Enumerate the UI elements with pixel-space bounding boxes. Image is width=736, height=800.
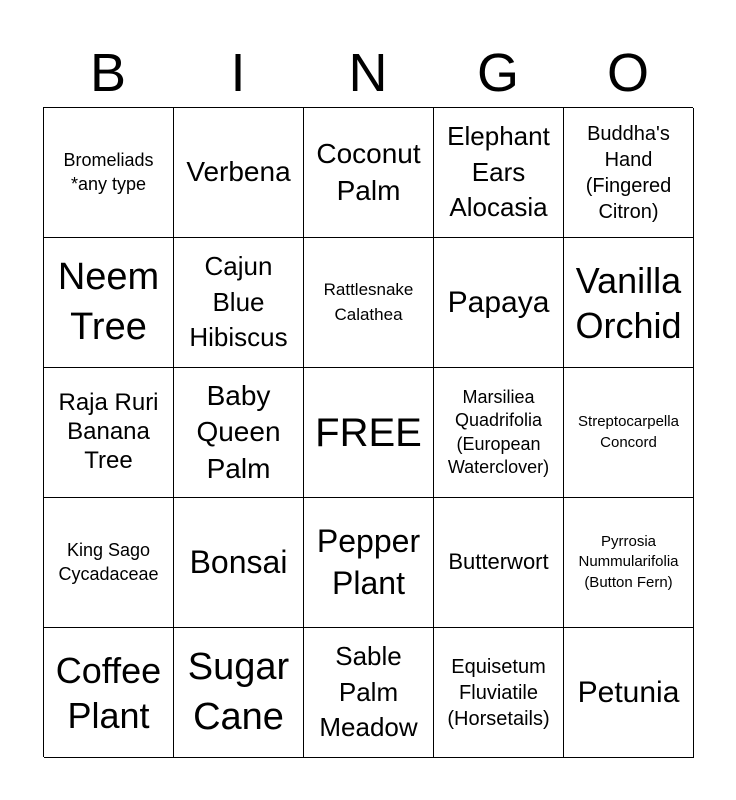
bingo-cell[interactable] <box>564 108 694 238</box>
bingo-cell[interactable] <box>434 498 564 628</box>
bingo-cell[interactable] <box>44 368 174 498</box>
cell-label: Coconut Palm <box>316 138 421 206</box>
bingo-cell[interactable] <box>44 498 174 628</box>
header-letter-i: I <box>230 43 246 103</box>
bingo-cell[interactable] <box>564 628 694 758</box>
cell-label: Elephant Ears Alocasia <box>447 120 550 223</box>
bingo-cell[interactable] <box>304 108 434 238</box>
cell-label: Raja Ruri Banana Tree <box>58 389 159 474</box>
cell-label: King Sago Cycadaceae <box>58 540 159 584</box>
cell-label: Sable Palm Meadow <box>319 640 418 743</box>
bingo-cell[interactable] <box>44 238 174 368</box>
header-letter-o: O <box>606 43 649 103</box>
bingo-cell[interactable] <box>434 108 564 238</box>
bingo-cell[interactable] <box>304 628 434 758</box>
cell-label: Bromeliads *any type <box>63 150 154 194</box>
cell-label: Neem Tree <box>57 256 160 348</box>
cell-label: Pyrrosia Nummularifolia (Button Fern) <box>578 533 679 591</box>
cell-label: Streptocarpella Concord <box>578 413 679 451</box>
bingo-cell[interactable] <box>304 498 434 628</box>
bingo-cell[interactable] <box>434 628 564 758</box>
bingo-cell[interactable] <box>174 368 304 498</box>
bingo-cell[interactable] <box>44 628 174 758</box>
header-letter-g: G <box>476 43 519 103</box>
cell-label: Vanilla Orchid <box>575 259 682 346</box>
bingo-cell[interactable] <box>174 498 304 628</box>
free-space[interactable] <box>304 368 434 498</box>
cell-label: Sugar Cane <box>187 646 290 738</box>
cell-label: Verbena <box>186 156 291 188</box>
bingo-cell[interactable] <box>564 238 694 368</box>
cell-label: Coffee Plant <box>55 649 162 736</box>
cell-label: Pepper Plant <box>316 522 421 601</box>
bingo-cell[interactable] <box>434 368 564 498</box>
header-letter-n: N <box>348 43 388 103</box>
cell-label: Buddha's Hand (Fingered Citron) <box>585 122 672 223</box>
cell-label: Marsiliea Quadrifolia (European Waterclover) <box>447 386 550 477</box>
cell-label: Equisetum Fluviatile (Horsetails) <box>447 655 550 730</box>
bingo-board <box>43 107 693 757</box>
bingo-cell[interactable] <box>44 108 174 238</box>
cell-label: Cajun Blue Hibiscus <box>189 250 288 353</box>
bingo-cell[interactable] <box>564 498 694 628</box>
cell-label: Butterwort <box>448 549 549 575</box>
cell-label: Papaya <box>447 286 550 319</box>
bingo-cell[interactable] <box>304 238 434 368</box>
bingo-cell[interactable] <box>564 368 694 498</box>
bingo-cell[interactable] <box>174 628 304 758</box>
cell-label: Rattlesnake Calathea <box>323 279 414 324</box>
bingo-cell[interactable] <box>434 238 564 368</box>
cell-label: Bonsai <box>189 543 288 580</box>
cell-label: Baby Queen Palm <box>196 379 281 484</box>
cell-label: FREE <box>315 410 422 455</box>
bingo-cell[interactable] <box>174 108 304 238</box>
bingo-cell[interactable] <box>174 238 304 368</box>
cell-label: Petunia <box>577 676 680 709</box>
header-letter-b: B <box>89 43 127 103</box>
bingo-header <box>43 40 693 106</box>
